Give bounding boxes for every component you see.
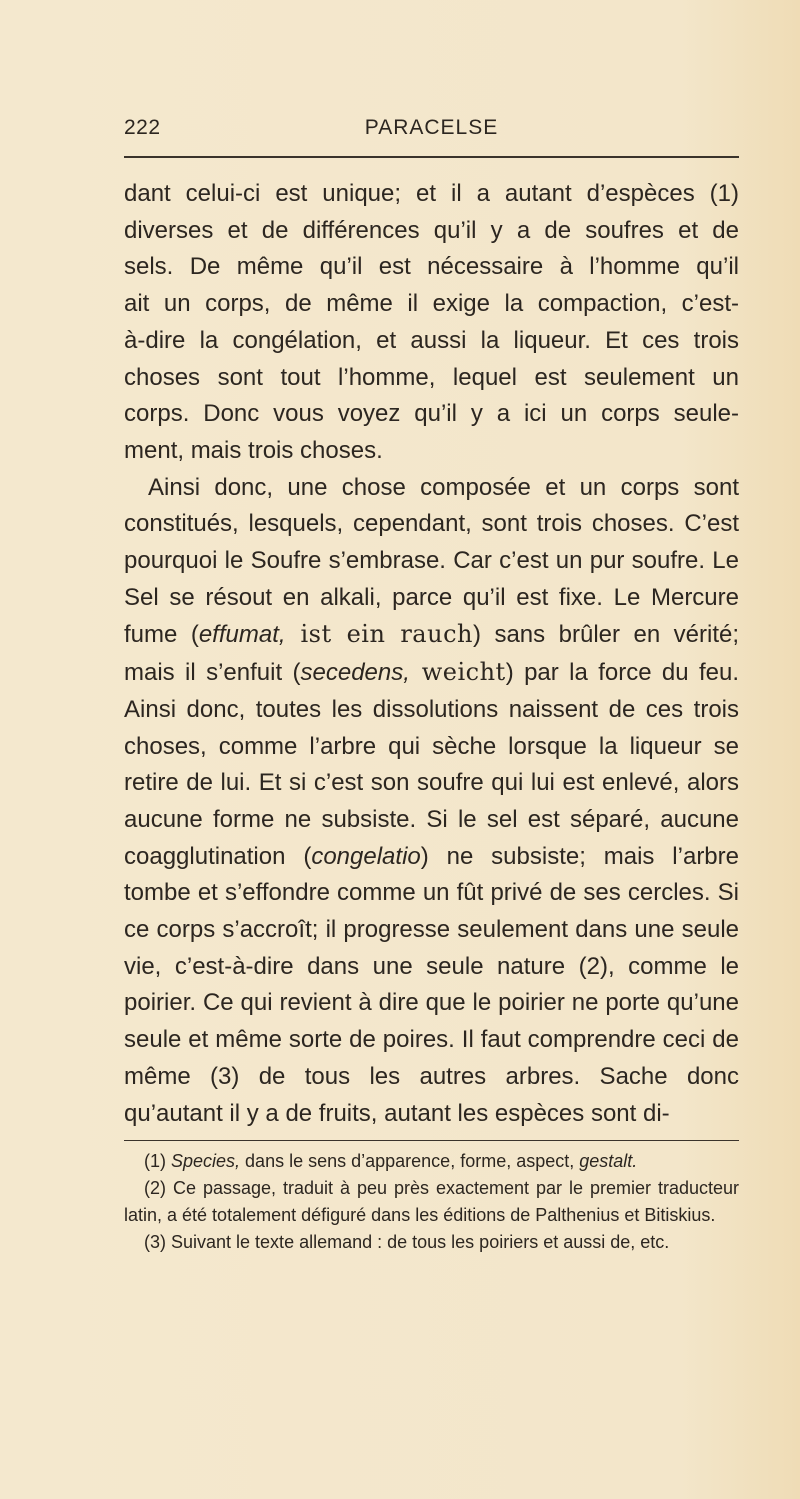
footnote-2: (2) Ce passage, traduit à peu près exactement par le premier traducteur latin, a été totalement défiguré dans les éditions de Palthenius et Bitiskius. (124, 1178, 739, 1225)
latin-term: effumat, (198, 621, 286, 649)
running-title: PARACELSE (364, 116, 499, 139)
text-segment: ) ne subsiste; mais l’arbre tombe et s’effondre comme un fût privé de ses cercles. Si ce corps s’accroît; il progresse seulement dans une seule vie, c’est-à-dire dans une seule nature (2), comme le poirier. Ce qui revient à dire que le poirier ne porte qu’une seule et même sorte de poires. Il faut comprendre ceci de même (3) de tous les autres arbres. Sache donc qu’autant il y a de fruits, autant les espèces sont di- (124, 842, 739, 1127)
body-text (124, 176, 739, 1132)
latin-term: congelatio (311, 842, 421, 870)
text-line: diverses et de différences qu’il y a de soufres et de (124, 216, 739, 244)
footnote-3: (3) Suivant le texte allemand : de tous les poiriers et aussi de, etc. (144, 1232, 670, 1252)
latin-term: secedens, (300, 659, 410, 687)
text-line: ment, mais trois choses. (124, 436, 383, 464)
footnote-term: Species, (171, 1151, 241, 1171)
german-term: ist ein rauch (285, 620, 473, 649)
text-line: dant celui-ci est unique; et il a autant d’espèces (1) (124, 180, 739, 207)
footnotes (124, 1148, 739, 1256)
german-term: weicht (409, 658, 506, 687)
text-line: corps. Donc vous voyez qu’il y a ici un corps seule- (124, 400, 739, 428)
footnote-term: gestalt. (579, 1151, 638, 1171)
paragraph-1 (124, 176, 739, 470)
footnote-1 (124, 1148, 739, 1175)
text-segment: ) par la force du feu. Ainsi donc, toutes les dissolutions naissent de ces trois choses, comme l’arbre qui sèche lorsque la liqueur se retire de lui. Et si c’est son soufre qui lui est enlevé, alors aucune forme ne subsiste. Si le sel est séparé, aucune coagglutination ( (124, 659, 740, 870)
page-header (124, 116, 739, 146)
text-line: sels. De même qu’il est nécessaire à l’homme qu’il (124, 253, 739, 281)
footnote-marker: (1) (144, 1151, 171, 1171)
text-line: ait un corps, de même il exige la compaction, c’est- (124, 290, 739, 318)
footnote-text: dans le sens d’apparence, forme, aspect, (240, 1151, 580, 1171)
text-segment: ) sans brûler en vérité; mais il s’enfuit ( (124, 621, 739, 687)
text-segment: Ainsi donc, une chose composée et un corps sont constitués, lesquels, cependant, sont trois choses. C’est pourquoi le Soufre s’embrase. Car c’est un pur soufre. Le Sel se résout en alkali, parce qu’il est fixe. Le Mercure fume ( (124, 473, 739, 649)
paragraph-2 (124, 470, 739, 1133)
page-number: 222 (124, 116, 161, 139)
header-rule (124, 156, 739, 158)
footnote-rule (124, 1140, 739, 1141)
text-line: choses sont tout l’homme, lequel est seulement un (124, 363, 739, 391)
text-line: à-dire la congélation, et aussi la liqueur. Et ces trois (124, 326, 739, 354)
